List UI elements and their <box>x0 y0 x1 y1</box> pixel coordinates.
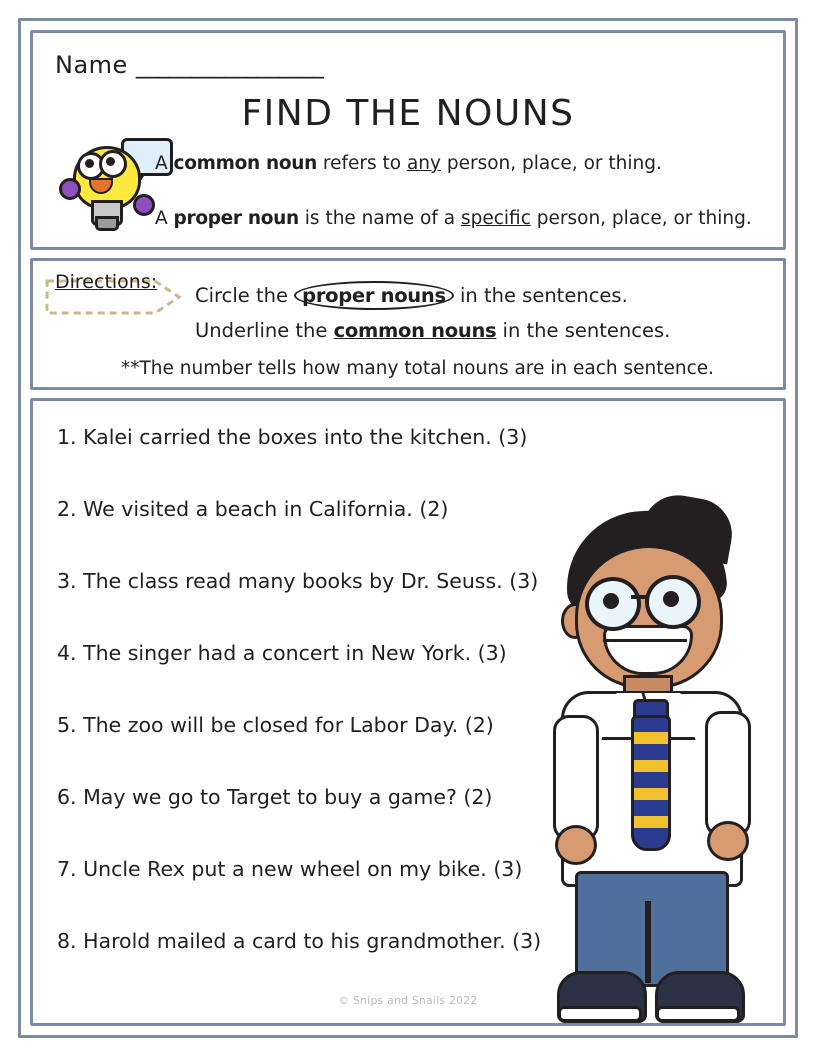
item-number: 4. <box>57 641 77 665</box>
item-count: (2) <box>464 713 494 737</box>
boy-hand-right <box>707 821 749 861</box>
tie-stripe <box>634 788 668 800</box>
tie-stripe <box>634 816 668 828</box>
boy-teeth-line <box>603 639 687 642</box>
shoe-sole <box>558 1006 642 1022</box>
boy-arm-right <box>705 711 751 837</box>
item-text: May we go to Target to buy a game? <box>83 785 457 809</box>
def1-term: common noun <box>173 153 318 174</box>
boy-illustration <box>523 453 773 1023</box>
boy-hand-left <box>555 825 597 865</box>
tie-stripe <box>634 732 668 744</box>
definition-proper-noun <box>155 208 752 229</box>
item-count: (3) <box>493 857 523 881</box>
lightbulb-mascot-icon <box>59 138 169 243</box>
list-item[interactable] <box>57 569 538 593</box>
item-count: (3) <box>498 425 528 449</box>
header-box <box>30 30 786 250</box>
list-item[interactable] <box>57 497 448 521</box>
dir2-post: in the sentences. <box>496 319 671 342</box>
boy-necktie <box>631 715 671 851</box>
item-number: 2. <box>57 497 77 521</box>
directions-note: **The number tells how many total nouns are in each sentence. <box>121 358 715 379</box>
item-text: Harold mailed a card to his grandmother. <box>83 929 506 953</box>
item-number: 3. <box>57 569 77 593</box>
item-text: The class read many books by Dr. Seuss. <box>83 569 503 593</box>
item-number: 1. <box>57 425 77 449</box>
name-field-row <box>55 51 323 79</box>
def2-underlined: specific <box>460 208 531 229</box>
sentences-box <box>30 398 786 1026</box>
boy-pants <box>575 871 729 987</box>
page-title: FIND THE NOUNS <box>241 93 575 134</box>
list-item[interactable] <box>57 857 522 881</box>
list-item[interactable] <box>57 641 507 665</box>
item-text: Kalei carried the boxes into the kitchen. <box>83 425 492 449</box>
boy-glasses-bridge <box>631 595 647 599</box>
item-number: 6. <box>57 785 77 809</box>
copyright-notice: © Snips and Snails 2022 <box>338 995 478 1007</box>
def2-term: proper noun <box>173 208 299 229</box>
def2-pre: A <box>155 208 174 229</box>
def1-pre: A <box>155 153 174 174</box>
name-blank-line[interactable]: _________________ <box>135 51 323 79</box>
dir2-pre: Underline the <box>195 319 334 342</box>
item-text: Uncle Rex put a new wheel on my bike. <box>83 857 487 881</box>
def2-mid: is the name of a <box>298 208 461 229</box>
def2-post: person, place, or thing. <box>530 208 752 229</box>
item-count: (3) <box>477 641 507 665</box>
item-count: (2) <box>419 497 449 521</box>
name-label: Name <box>55 51 128 79</box>
list-item[interactable] <box>57 425 527 449</box>
directions-box <box>30 258 786 390</box>
item-text: We visited a beach in California. <box>83 497 413 521</box>
directions-line-circle <box>195 281 628 310</box>
directions-line-underline <box>195 319 670 342</box>
list-item[interactable] <box>57 929 541 953</box>
item-number: 7. <box>57 857 77 881</box>
shoe-sole <box>656 1006 740 1022</box>
def1-post: person, place, or thing. <box>440 153 662 174</box>
dir2-underlined-term: common nouns <box>333 319 497 342</box>
definition-common-noun <box>155 153 662 174</box>
item-count: (3) <box>512 929 542 953</box>
item-number: 8. <box>57 929 77 953</box>
item-count: (2) <box>463 785 493 809</box>
dir1-pre: Circle the <box>195 284 295 307</box>
boy-arm-left <box>553 715 599 841</box>
directions-label: Directions: <box>55 271 158 293</box>
boy-pupil-right <box>663 591 679 607</box>
dir1-circled-term: proper nouns <box>294 281 454 310</box>
boy-pants-seam <box>645 901 651 983</box>
def1-underlined: any <box>406 153 441 174</box>
tie-stripe <box>634 760 668 772</box>
item-text: The singer had a concert in New York. <box>83 641 472 665</box>
def1-mid: refers to <box>317 153 407 174</box>
item-text: The zoo will be closed for Labor Day. <box>83 713 459 737</box>
bulb-arm-left <box>59 178 81 200</box>
bulb-base-tip <box>95 216 119 231</box>
item-count: (3) <box>509 569 539 593</box>
list-item[interactable] <box>57 785 492 809</box>
dir1-post: in the sentences. <box>453 284 628 307</box>
item-number: 5. <box>57 713 77 737</box>
list-item[interactable] <box>57 713 494 737</box>
bulb-arm-right <box>133 194 155 216</box>
bulb-pupil-right <box>106 157 115 166</box>
bulb-pupil-left <box>85 159 94 168</box>
boy-pupil-left <box>603 593 619 609</box>
